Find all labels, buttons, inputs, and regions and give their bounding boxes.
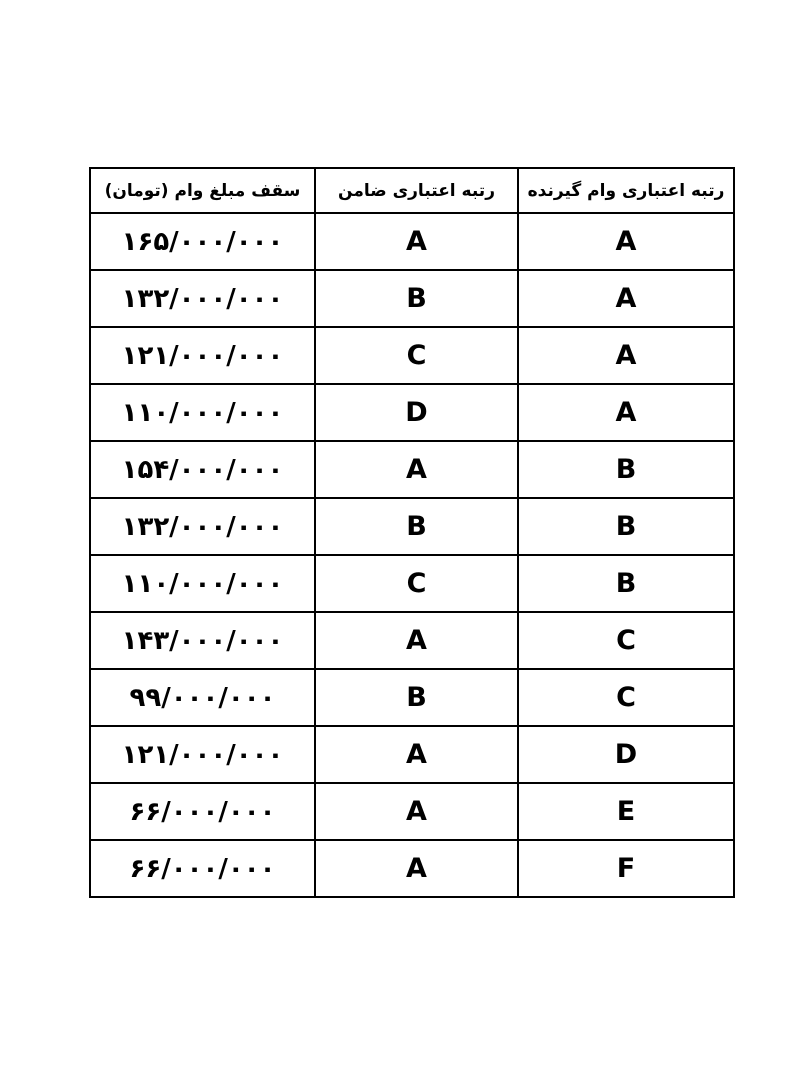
loan-amount-cell: ۶۶/۰۰۰/۰۰۰: [90, 840, 315, 897]
guarantor-grade-cell: A: [315, 441, 518, 498]
loan-amount-cell: ۱۴۳/۰۰۰/۰۰۰: [90, 612, 315, 669]
borrower-grade-cell: D: [518, 726, 734, 783]
table-body: [90, 213, 734, 897]
loan-amount-cell: ۱۳۲/۰۰۰/۰۰۰: [90, 270, 315, 327]
borrower-grade-cell: E: [518, 783, 734, 840]
loan-amount-cell: ۱۵۴/۰۰۰/۰۰۰: [90, 441, 315, 498]
loan-amount-cell: ۶۶/۰۰۰/۰۰۰: [90, 783, 315, 840]
borrower-grade-cell: C: [518, 669, 734, 726]
borrower-grade-cell: B: [518, 498, 734, 555]
header-borrower-credit-grade: رتبه اعتباری وام گیرنده: [518, 168, 734, 213]
guarantor-grade-cell: A: [315, 612, 518, 669]
table-row: [90, 726, 734, 783]
table-row: [90, 441, 734, 498]
borrower-grade-cell: A: [518, 384, 734, 441]
table-row: [90, 612, 734, 669]
table-row: [90, 669, 734, 726]
guarantor-grade-cell: B: [315, 498, 518, 555]
borrower-grade-cell: A: [518, 213, 734, 270]
table-row: [90, 327, 734, 384]
guarantor-grade-cell: B: [315, 270, 518, 327]
guarantor-grade-cell: C: [315, 327, 518, 384]
table-row: [90, 384, 734, 441]
loan-amount-cell: ۱۳۲/۰۰۰/۰۰۰: [90, 498, 315, 555]
loan-amount-cell: ۱۶۵/۰۰۰/۰۰۰: [90, 213, 315, 270]
table-row: [90, 270, 734, 327]
guarantor-grade-cell: A: [315, 840, 518, 897]
guarantor-grade-cell: B: [315, 669, 518, 726]
loan-amount-cell: ۱۱۰/۰۰۰/۰۰۰: [90, 384, 315, 441]
guarantor-grade-cell: A: [315, 213, 518, 270]
header-guarantor-credit-grade: رتبه اعتباری ضامن: [315, 168, 518, 213]
borrower-grade-cell: A: [518, 327, 734, 384]
table-row: [90, 783, 734, 840]
guarantor-grade-cell: C: [315, 555, 518, 612]
guarantor-grade-cell: D: [315, 384, 518, 441]
header-loan-amount-cap: سقف مبلغ وام (تومان): [90, 168, 315, 213]
loan-amount-cell: ۱۲۱/۰۰۰/۰۰۰: [90, 726, 315, 783]
guarantor-grade-cell: A: [315, 726, 518, 783]
header-row: [90, 168, 734, 213]
loan-amount-cell: ۹۹/۰۰۰/۰۰۰: [90, 669, 315, 726]
loan-amount-cell: ۱۲۱/۰۰۰/۰۰۰: [90, 327, 315, 384]
borrower-grade-cell: F: [518, 840, 734, 897]
table-row: [90, 498, 734, 555]
guarantor-grade-cell: A: [315, 783, 518, 840]
table-row: [90, 555, 734, 612]
borrower-grade-cell: C: [518, 612, 734, 669]
loan-amount-cell: ۱۱۰/۰۰۰/۰۰۰: [90, 555, 315, 612]
table-row: [90, 213, 734, 270]
table-row: [90, 840, 734, 897]
borrower-grade-cell: A: [518, 270, 734, 327]
borrower-grade-cell: B: [518, 441, 734, 498]
borrower-grade-cell: B: [518, 555, 734, 612]
loan-ceiling-table: [89, 167, 735, 898]
